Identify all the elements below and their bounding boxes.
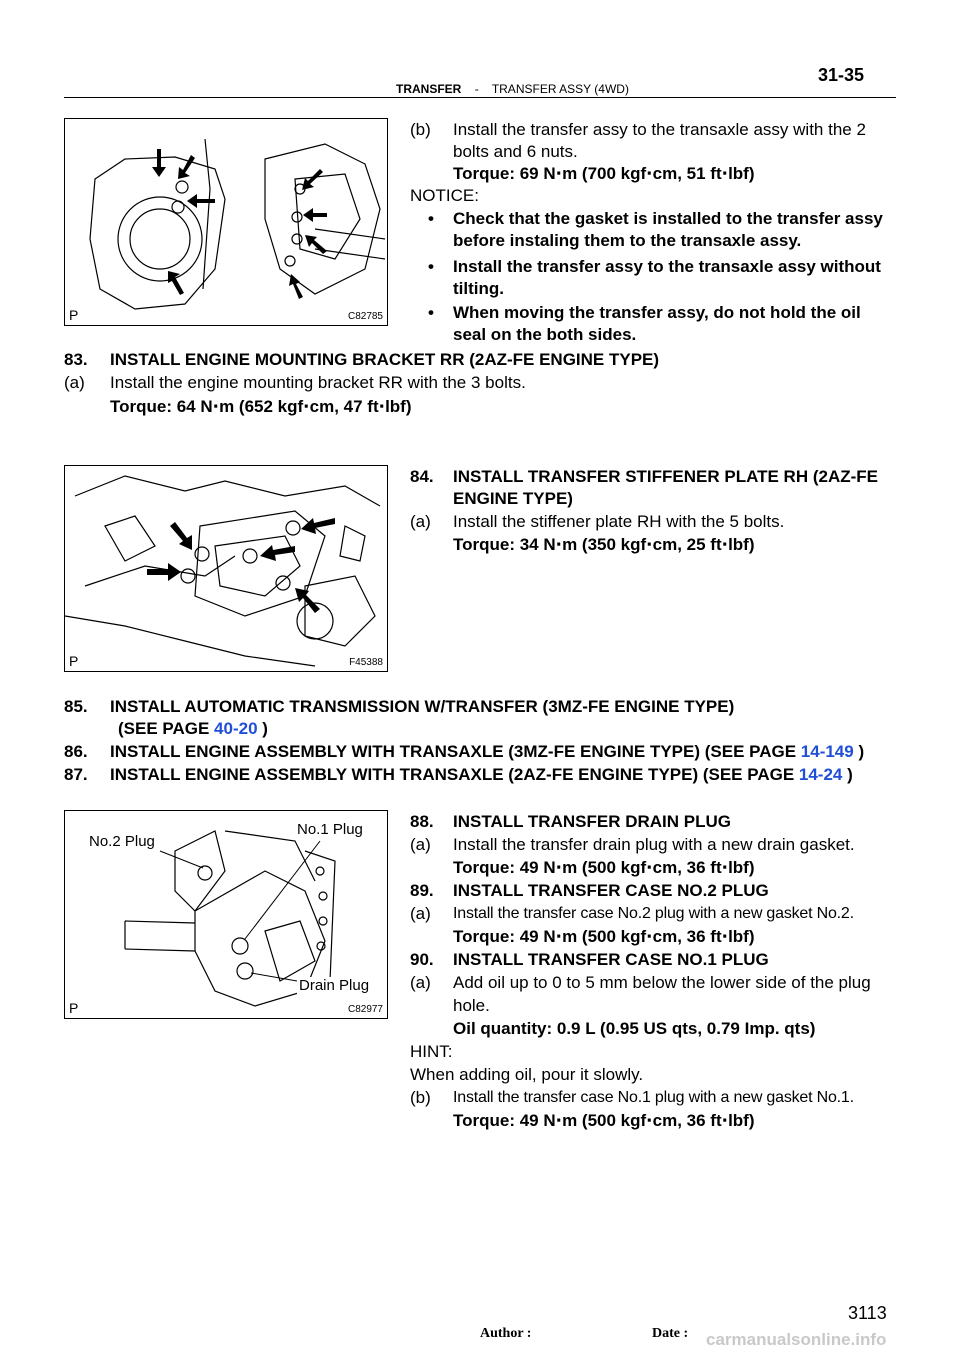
hint-label: HINT: <box>410 1042 453 1061</box>
header-rule <box>64 97 896 98</box>
watermark: carmanualsonline.info <box>706 1330 887 1349</box>
step-b-torque: Torque: 69 N⋅m (700 kgf⋅cm, 51 ft⋅lbf) <box>453 164 755 183</box>
step-89-a-text: Install the transfer case No.2 plug with a new gasket No.2. <box>453 905 854 922</box>
header-section: TRANSFER <box>396 82 462 96</box>
step-89-title: INSTALL TRANSFER CASE NO.2 PLUG <box>453 881 769 900</box>
step-83-torque: Torque: 64 N⋅m (652 kgf⋅cm, 47 ft⋅lbf) <box>110 397 412 416</box>
step-b-line2: bolts and 6 nuts. <box>453 142 578 161</box>
page-number: 31-35 <box>818 65 865 85</box>
hint-text: When adding oil, pour it slowly. <box>410 1065 644 1084</box>
step-90-title: INSTALL TRANSFER CASE NO.1 PLUG <box>453 950 769 969</box>
figure-code: F45388 <box>349 657 383 668</box>
notice-item-1b: before instaling them to the transaxle assy. <box>453 231 802 250</box>
header-subsection: TRANSFER ASSY (4WD) <box>491 82 629 96</box>
notice-label: NOTICE: <box>410 186 479 205</box>
footer-date-label: Date : <box>652 1326 689 1341</box>
running-header <box>396 82 629 96</box>
step-90-a-line1: Add oil up to 0 to 5 mm below the lower side of the plug <box>453 973 871 992</box>
step-85-number: 85. <box>64 697 88 716</box>
figure-transfer-bolts <box>64 118 388 326</box>
notice-item-1a: Check that the gasket is installed to the transfer assy <box>453 209 883 228</box>
step-84-title-1: INSTALL TRANSFER STIFFENER PLATE RH (2AZ-FE <box>453 467 878 486</box>
step-87-line <box>110 764 853 786</box>
notice-bullet: • <box>428 209 434 228</box>
page-link-14-24[interactable]: 14-24 <box>798 765 843 784</box>
step-83-title: INSTALL ENGINE MOUNTING BRACKET RR (2AZ-FE ENGINE TYPE) <box>110 350 660 369</box>
step-85-see-prefix: (SEE PAGE <box>118 719 215 738</box>
step-83-a-text: Install the engine mounting bracket RR with the 3 bolts. <box>110 373 526 392</box>
step-83-a-letter: (a) <box>64 373 85 392</box>
step-90-oil-quantity: Oil quantity: 0.9 L (0.95 US qts, 0.79 Imp. qts) <box>453 1019 816 1038</box>
step-84-number: 84. <box>410 467 434 486</box>
step-90-number: 90. <box>410 950 434 969</box>
step-86-title: INSTALL ENGINE ASSEMBLY WITH TRANSAXLE (3MZ-FE ENGINE TYPE) (SEE PAGE <box>110 742 801 761</box>
step-90-torque: Torque: 49 N⋅m (500 kgf⋅cm, 36 ft⋅lbf) <box>453 1111 755 1130</box>
figure-marker: P <box>69 1000 79 1016</box>
figure-stiffener-plate <box>64 465 388 672</box>
callout-drain-plug: Drain Plug <box>299 977 370 994</box>
figure-marker: P <box>69 307 79 323</box>
figure-transfer-plugs <box>64 810 388 1019</box>
step-86-suffix: ) <box>853 742 865 761</box>
transfer-assy-illustration <box>65 119 387 325</box>
step-88-title: INSTALL TRANSFER DRAIN PLUG <box>453 812 731 831</box>
step-84-title-2: ENGINE TYPE) <box>453 489 573 508</box>
step-84-torque: Torque: 34 N⋅m (350 kgf⋅cm, 25 ft⋅lbf) <box>453 535 755 554</box>
callout-no2-plug: No.2 Plug <box>89 833 155 850</box>
stiffener-plate-illustration <box>65 466 387 671</box>
figure-code: C82977 <box>347 1004 383 1015</box>
notice-item-2a: Install the transfer assy to the transaxle assy without <box>453 257 881 276</box>
step-86-line <box>110 741 864 763</box>
step-88-a-letter: (a) <box>410 835 431 854</box>
notice-item-3b: seal on the both sides. <box>453 325 637 344</box>
step-88-torque: Torque: 49 N⋅m (500 kgf⋅cm, 36 ft⋅lbf) <box>453 858 755 877</box>
step-87-suffix: ) <box>842 765 853 784</box>
notice-item-2b: tilting. <box>453 279 504 298</box>
notice-bullet: • <box>428 257 434 276</box>
step-84-a-text: Install the stiffener plate RH with the 5 bolts. <box>453 512 785 531</box>
step-b-letter: (b) <box>410 120 431 139</box>
step-87-title: INSTALL ENGINE ASSEMBLY WITH TRANSAXLE (2AZ-FE ENGINE TYPE) (SEE PAGE <box>110 765 799 784</box>
step-87-number: 87. <box>64 765 88 784</box>
figure-marker: P <box>69 653 79 669</box>
header-dash: - <box>474 82 479 96</box>
step-90-b-letter: (b) <box>410 1088 431 1107</box>
step-90-a-letter: (a) <box>410 973 431 992</box>
notice-item-3a: When moving the transfer assy, do not hold the oil <box>453 303 861 322</box>
step-88-a-text: Install the transfer drain plug with a new drain gasket. <box>453 835 855 854</box>
step-84-a-letter: (a) <box>410 512 431 531</box>
step-89-number: 89. <box>410 881 434 900</box>
step-83-number: 83. <box>64 350 88 369</box>
step-88-number: 88. <box>410 812 434 831</box>
step-b-line1: Install the transfer assy to the transaxle assy with the 2 <box>453 120 866 139</box>
step-90-b-text: Install the transfer case No.1 plug with a new gasket No.1. <box>453 1089 854 1106</box>
footer-author-label: Author : <box>480 1326 532 1341</box>
footer-page-total: 3113 <box>848 1303 887 1323</box>
notice-bullet: • <box>428 303 434 322</box>
step-85-see-suffix: ) <box>257 719 268 738</box>
step-89-a-letter: (a) <box>410 904 431 923</box>
step-85-see-page <box>118 718 268 740</box>
callout-no1-plug: No.1 Plug <box>297 821 363 838</box>
page-link-14-149[interactable]: 14-149 <box>800 742 854 761</box>
figure-code: C82785 <box>347 311 383 322</box>
step-90-a-line2: hole. <box>453 996 490 1015</box>
step-85-title: INSTALL AUTOMATIC TRANSMISSION W/TRANSFER (3MZ-FE ENGINE TYPE) <box>110 697 735 716</box>
step-89-torque: Torque: 49 N⋅m (500 kgf⋅cm, 36 ft⋅lbf) <box>453 927 755 946</box>
page-link-40-20[interactable]: 40-20 <box>214 719 258 738</box>
step-86-number: 86. <box>64 742 88 761</box>
